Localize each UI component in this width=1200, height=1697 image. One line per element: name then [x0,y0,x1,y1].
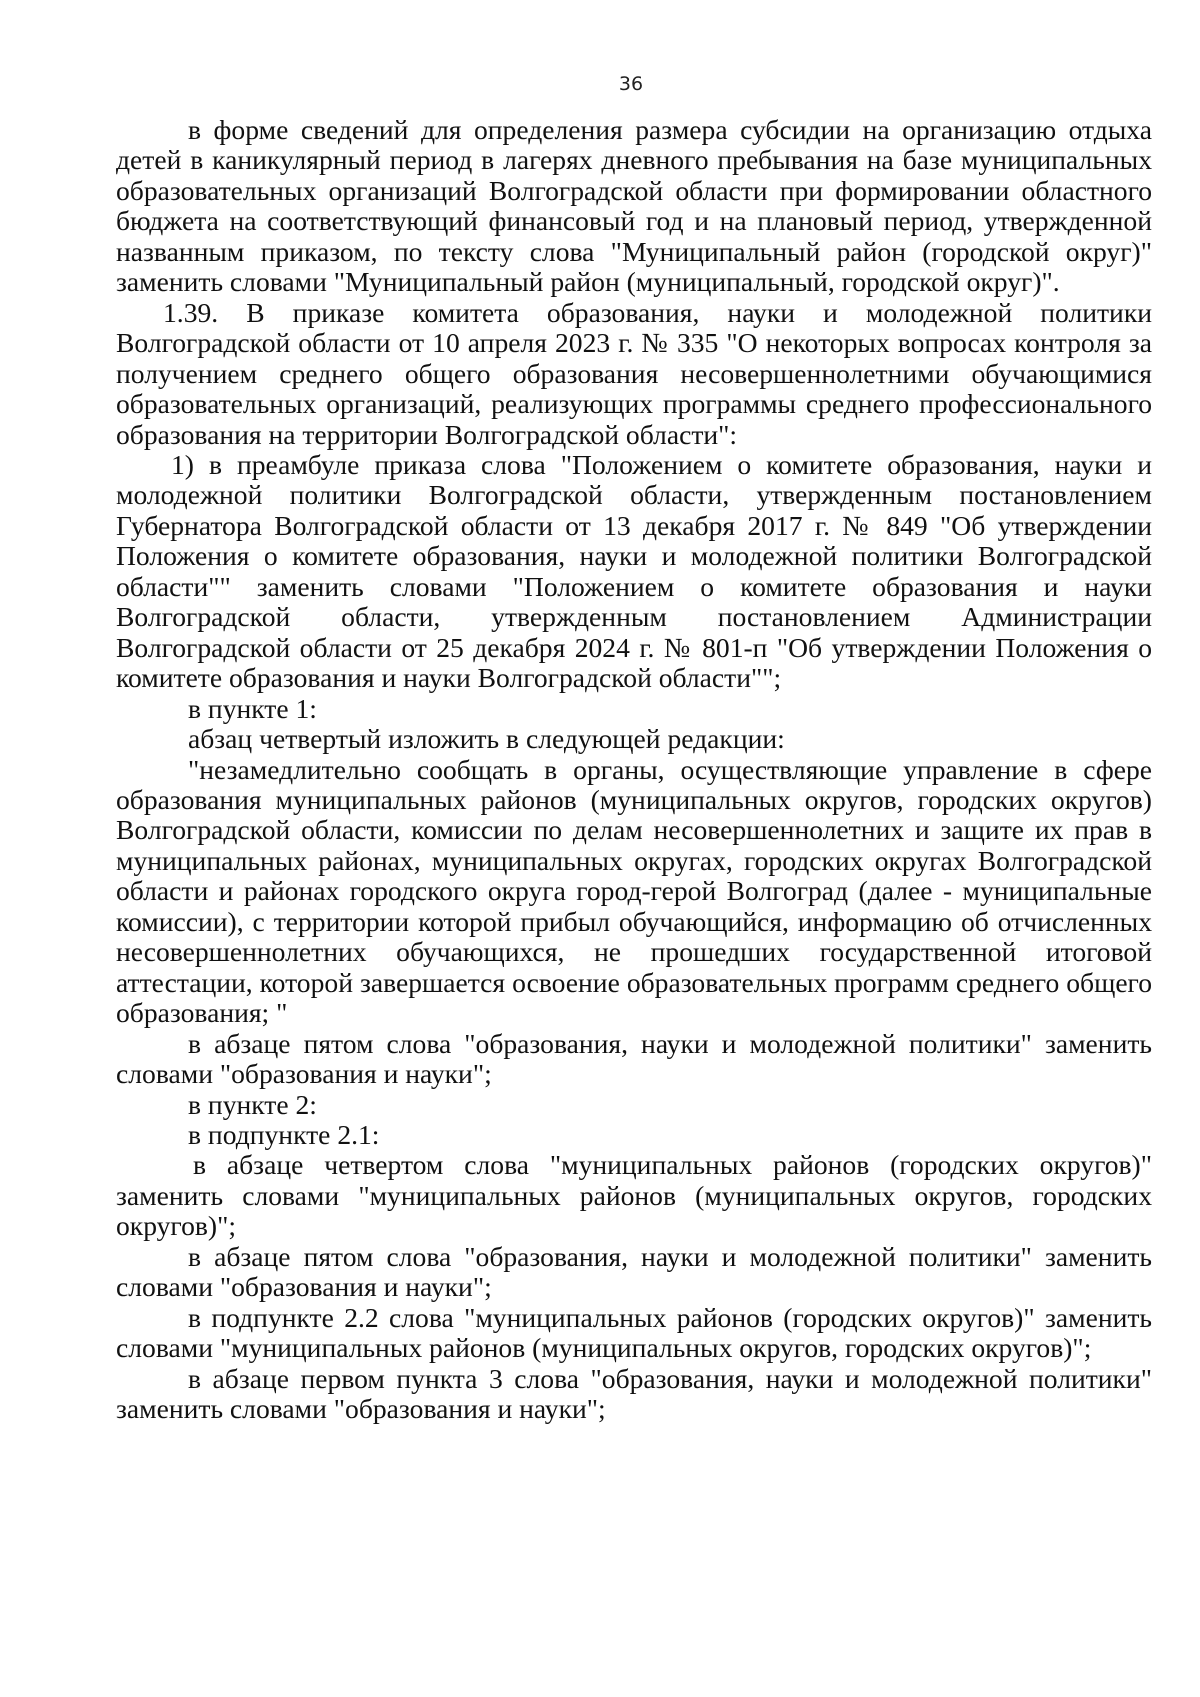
paragraph-10: в абзаце четвертом слова "муниципальных районов (городских округов)" заменить словами "муниципальных районов (муниципальных округов, городских округов)"; [116,1149,1152,1242]
paragraph-2: 1.39. В приказе комитета образования, науки и молодежной политики Волгоградской области от 10 апреля 2023 г. № 335 "О некоторых вопросах контроля за получением среднего общего образования несовершеннолетними обучающимися образовательных организаций, реализующих программы среднего профессионального образования на территории Волгоградской области": [116,296,1152,450]
paragraph-12: в подпункте 2.2 слова "муниципальных районов (городских округов)" заменить словами "муниципальных районов (муниципальных округов, городских округов)"; [116,1301,1152,1364]
paragraph-3: 1) в преамбуле приказа слова "Положением о комитете образования, науки и молодежной политики Волгоградской области, утвержденным постановлением Губернатора Волгоградской области от 13 декабря 2017 г. № 849 "Об утверждении Положения о комитете образования, науки и молодежной политики Волгоградской области"" заменить словами "Положением о комитете образования и науки Волгоградской области, утвержденным постановлением Администрации Волгоградской области от 25 декабря 2024 г. № 801-п "Об утверждении Положения о комитете образования и науки Волгоградской области""; [116,448,1152,694]
page-number: 36 [618,73,644,95]
document-body [116,115,1152,1424]
paragraph-5: абзац четвертый изложить в следующей редакции: [188,723,785,755]
paragraph-9: в подпункте 2.1: [188,1118,380,1150]
paragraph-11: в абзаце пятом слова "образования, науки и молодежной политики" заменить словами "образования и науки"; [116,1240,1152,1303]
paragraph-7: в абзаце пятом слова "образования, науки и молодежной политики" заменить словами "образования и науки"; [116,1027,1152,1090]
paragraph-8: в пункте 2: [188,1088,317,1120]
paragraph-13: в абзаце первом пункта 3 слова "образования, науки и молодежной политики" заменить словами "образования и науки"; [116,1362,1152,1425]
paragraph-1: в форме сведений для определения размера субсидии на организацию отдыха детей в каникулярный период в лагерях дневного пребывания на базе муниципальных образовательных организаций Волгоградской области при формировании областного бюджета на соответствующий финансовый год и на плановый период, утвержденной названным приказом, по тексту слова "Муниципальный район (городской округ)" заменить словами "Муниципальный район (муниципальный, городской округ)". [116,114,1152,298]
paragraph-4: в пункте 1: [188,692,317,724]
paragraph-6: "незамедлительно сообщать в органы, осуществляющие управление в сфере образования муниципальных районов (муниципальных округов, городских округов) Волгоградской области, комиссии по делам несовершеннолетних и защите их прав в муниципальных районах, муниципальных округах, городских округах Волгоградской области и районах городского округа город-герой Волгоград (далее - муниципальные комиссии), с территории которой прибыл обучающийся, информацию об отчисленных несовершеннолетних обучающихся, не прошедших государственной итоговой аттестации, которой завершается освоение образовательных программ среднего общего образования; " [116,753,1152,1029]
